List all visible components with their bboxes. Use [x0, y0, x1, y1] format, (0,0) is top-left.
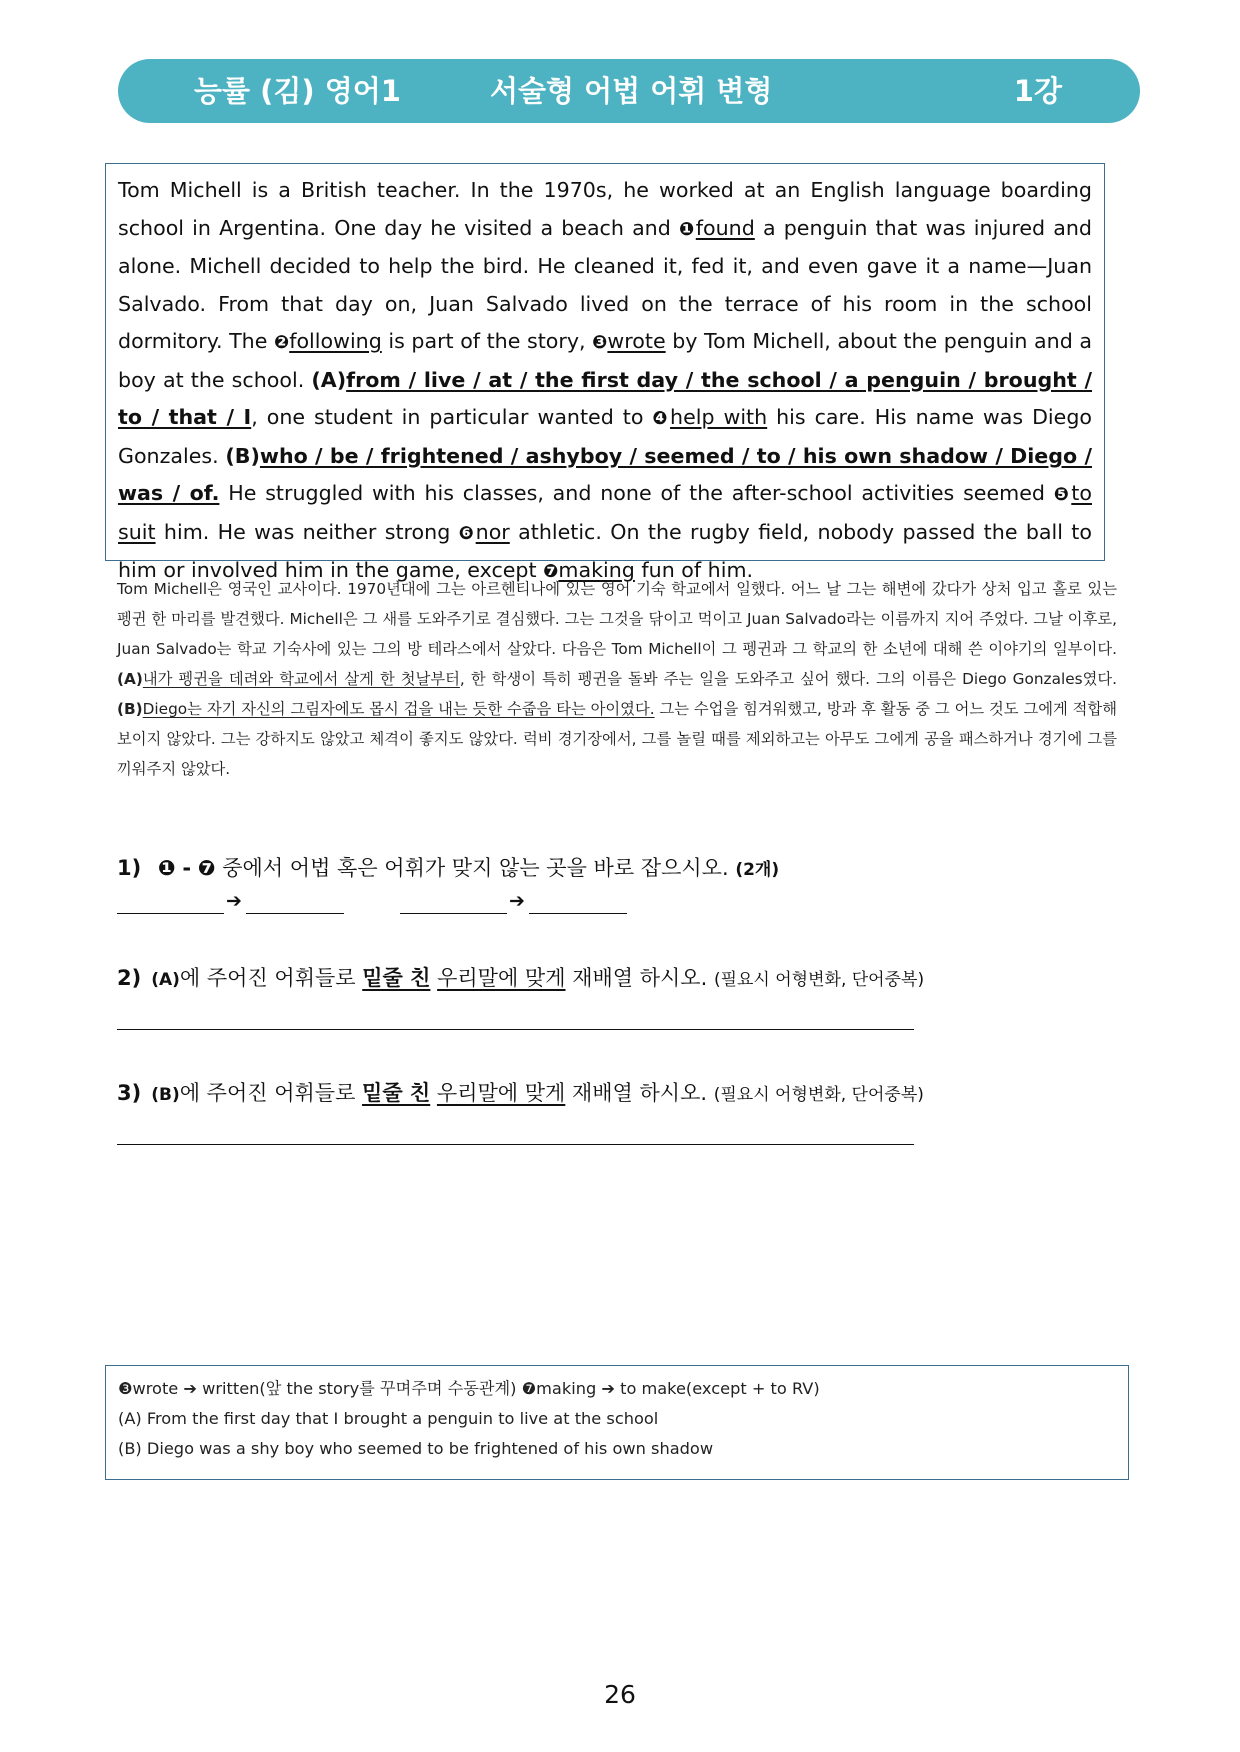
korean-translation: [117, 574, 1117, 784]
passage-segment: him. He was neither strong: [155, 519, 459, 544]
passage-segment: , one student in particular wanted to: [251, 405, 653, 429]
question-label: (B): [151, 1085, 180, 1105]
range-dash: -: [182, 856, 192, 880]
answer-line-3[interactable]: [117, 1144, 914, 1145]
translation-segment: , 한 학생이 특히 펭귄을 돌봐 주는 일을 도와주고 싶어 했다. 그의 이름은 Diego Gonzales였다.: [459, 670, 1118, 688]
target-word-5: to suit: [118, 481, 1092, 544]
answer-key-line-1: ❸wrote ➔ written(앞 the story를 꾸며주며 수동관계) ❼making ➔ to make(except + to RV): [118, 1379, 820, 1398]
lesson-number: 1강: [1013, 74, 1062, 108]
answer-key-box: [105, 1365, 1129, 1480]
question-text: 에 주어진 어휘들로: [179, 1081, 363, 1105]
question-1: [117, 852, 779, 882]
answer-blank-2b[interactable]: [529, 913, 627, 914]
passage-segment: by Tom Michell, about the penguin and a boy at the school.: [118, 329, 1092, 392]
range-start: ❶: [157, 856, 176, 880]
passage-segment: athletic. On the rugby field, nobody passed the ball to him or involved him in the game, except: [118, 519, 1092, 582]
emphasis-text: 밑줄 친: [362, 1081, 431, 1105]
translation-segment: Tom Michell은 영국인 교사이다. 1970년대에 그는 아르헨티나에 있는 영어 기숙 학교에서 일했다. 어느 날 그는 해변에 갔다가 상처 입고 홀로 있는 펭귄 한 마리를 발견했다. Michell은 그 새를 도와주기로 결심했다. 그는 그것을 닦이고 먹이고 Juan Salvado라는 이름까지 지어 주었다. 그날 이후로, Juan Salvado는 학교 기숙사에 있는 그의 방 테라스에서 살았다. 다음은 Tom Michell이 그 펭귄과 그 학교의 한 소년에 대해 쓴 이야기의 일부이다.: [117, 580, 1117, 658]
arrow-icon: ➔: [226, 890, 242, 912]
marker-2: ❷: [273, 332, 290, 353]
answer-key-line-2: (A) From the first day that I brought a penguin to live at the school: [118, 1409, 659, 1428]
target-word-2: following: [289, 329, 382, 353]
passage-text: [118, 172, 1092, 591]
arrow-icon: ➔: [509, 890, 525, 912]
marker-7: ❼: [543, 561, 559, 582]
underlined-text: 우리말에 맞게: [436, 1081, 566, 1105]
translation-underline-a: 내가 펭귄을 데려와 학교에서 살게 한 첫날부터: [142, 670, 460, 688]
scrambled-words-b: who / be / frightened / ashyboy / seemed / to / his own shadow / Diego / was / of.: [118, 443, 1092, 505]
question-label: (A): [151, 970, 180, 990]
marker-4: ❹: [652, 408, 671, 429]
question-text: 에 주어진 어휘들로: [179, 966, 363, 990]
spacer-text: [430, 1081, 437, 1105]
worksheet-type: 서술형 어법 어휘 변형: [490, 74, 773, 108]
marker-6: ❻: [458, 522, 476, 544]
label-a: (A): [311, 367, 347, 392]
translation-label-b: (B): [117, 700, 143, 718]
answer-count: (2개): [735, 860, 780, 880]
question-text: 재배열 하시오.: [565, 1081, 708, 1105]
page-number: 26: [604, 1680, 636, 1709]
translation-underline-b: Diego는 자기 자신의 그림자에도 몹시 겁을 내는 듯한 수줍음 타는 아이였다.: [142, 700, 655, 718]
question-text: 중에서 어법 혹은 어휘가 맞지 않는 곳을 바로 잡으시오.: [222, 856, 729, 880]
question-number: 3): [117, 1081, 142, 1105]
title-banner: [118, 59, 1140, 123]
target-word-6: nor: [475, 519, 510, 544]
textbook-title: 능률 (김) 영어1: [194, 74, 401, 108]
answer-blank-1a[interactable]: [117, 913, 224, 914]
marker-5: ❺: [1053, 484, 1072, 505]
target-word-3: wrote: [607, 329, 666, 353]
emphasis-text: 밑줄 친: [362, 966, 431, 990]
passage-segment: a penguin that was injured and alone. Michell decided to help the bird. He cleaned it, fed it, and even gave it a name—Juan Salvado. From that day on, Juan Salvado lived on the terrace of his room in the school dormitory. The: [118, 215, 1092, 353]
answer-blank-2a[interactable]: [400, 913, 507, 914]
label-b: (B): [225, 443, 260, 468]
question-3: [117, 1077, 924, 1107]
question-note: (필요시 어형변화, 단어중복): [713, 1085, 924, 1105]
passage-segment: is part of the story,: [381, 329, 593, 353]
translation-segment: 그는 수업을 힘겨워했고, 방과 후 활동 중 그 어느 것도 그에게 적합해 보이지 않았다. 그는 강하지도 않았고 체격이 좋지도 않았다. 럭비 경기장에서, 그를 놀릴 때를 제외하고는 아무도 그에게 공을 패스하거나 경기에 그를 끼워주지 않았다.: [117, 700, 1118, 778]
marker-1: ❶: [678, 218, 696, 240]
question-2: [117, 962, 924, 992]
range-end: ❼: [197, 856, 216, 880]
question-text: 재배열 하시오.: [565, 966, 708, 990]
passage-segment: his care. His name was Diego Gonzales.: [118, 405, 1092, 468]
passage-segment: Tom Michell is a British teacher. In the 1970s, he worked at an English language boarding school in Argentina. One day he visited a beach and: [118, 178, 1092, 240]
passage-segment: fun of him.: [634, 558, 754, 582]
scrambled-words-a: from / live / at / the first day / the school / a penguin / brought / to / that / I: [118, 367, 1092, 429]
question-number: 1): [117, 856, 142, 880]
passage-segment: He struggled with his classes, and none of the after-school activities seemed: [219, 481, 1054, 505]
target-word-4: help with: [670, 405, 768, 429]
question-number: 2): [117, 966, 142, 990]
translation-label-a: (A): [117, 670, 143, 688]
answer-blank-1b[interactable]: [246, 913, 344, 914]
question-note: (필요시 어형변화, 단어중복): [713, 970, 925, 990]
underlined-text: 우리말에 맞게: [437, 966, 566, 990]
answer-key-line-3: (B) Diego was a shy boy who seemed to be frightened of his own shadow: [118, 1439, 714, 1458]
target-word-7: making: [558, 558, 635, 582]
answer-line-2[interactable]: [117, 1029, 914, 1030]
marker-3: ❸: [592, 332, 608, 353]
passage-box: [105, 163, 1105, 582]
target-word-1: found: [695, 215, 755, 240]
